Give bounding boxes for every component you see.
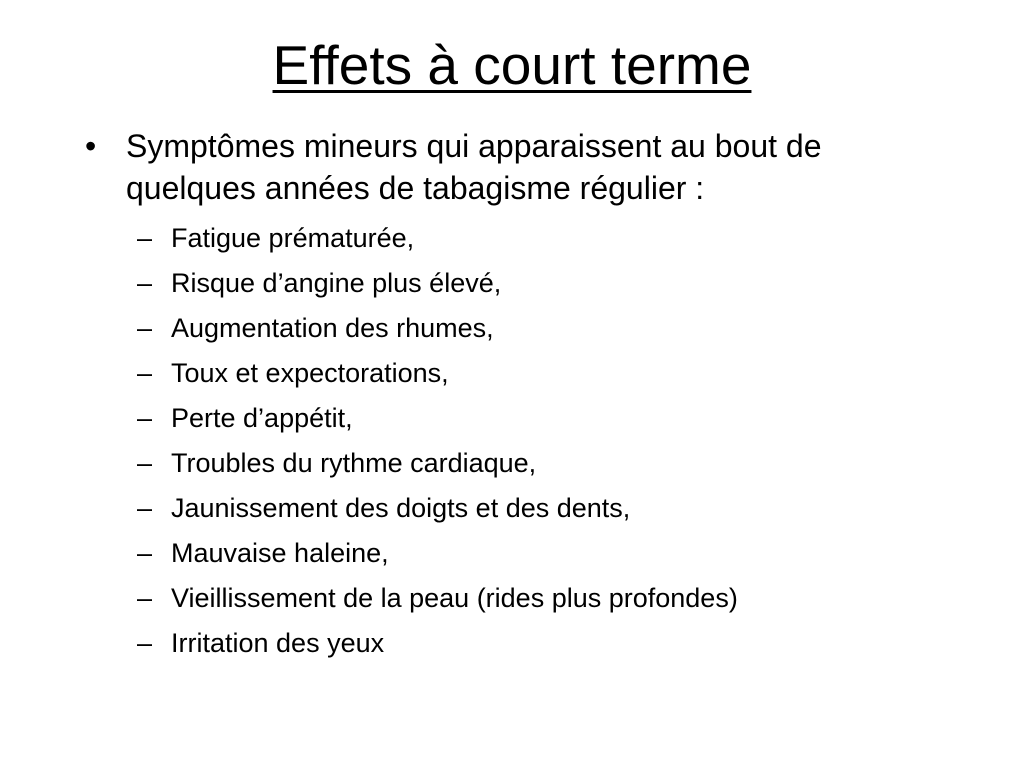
main-bullet-text: Symptômes mineurs qui apparaissent au bout de quelques années de tabagisme régulier : xyxy=(126,128,822,206)
sub-bullet-item xyxy=(85,486,885,531)
sub-bullet-text: Risque d’angine plus élevé, xyxy=(171,268,502,298)
sub-bullet-text: Perte d’appétit, xyxy=(171,403,353,433)
sub-bullet-list xyxy=(85,216,885,666)
sub-bullet-text: Troubles du rythme cardiaque, xyxy=(171,448,537,478)
dash-marker: – xyxy=(137,493,153,523)
bullet-marker: • xyxy=(85,128,97,164)
dash-marker: – xyxy=(137,403,153,433)
slide-body xyxy=(85,125,885,666)
sub-bullet-item xyxy=(85,216,885,261)
sub-bullet-text: Vieillissement de la peau (rides plus profondes) xyxy=(171,583,738,613)
dash-marker: – xyxy=(137,628,153,658)
sub-bullet-text: Mauvaise haleine, xyxy=(171,538,389,568)
sub-bullet-item xyxy=(85,306,885,351)
slide-title-text: Effets à court terme xyxy=(272,34,752,96)
sub-bullet-item xyxy=(85,576,885,621)
sub-bullet-item xyxy=(85,396,885,441)
sub-bullet-text: Fatigue prématurée, xyxy=(171,223,415,253)
dash-marker: – xyxy=(137,313,153,343)
sub-bullet-item xyxy=(85,351,885,396)
sub-bullet-item xyxy=(85,621,885,666)
sub-bullet-item xyxy=(85,531,885,576)
dash-marker: – xyxy=(137,583,153,613)
dash-marker: – xyxy=(137,268,153,298)
sub-bullet-item xyxy=(85,441,885,486)
dash-marker: – xyxy=(137,223,153,253)
main-bullet xyxy=(85,125,885,209)
dash-marker: – xyxy=(137,358,153,388)
sub-bullet-text: Augmentation des rhumes, xyxy=(171,313,494,343)
dash-marker: – xyxy=(137,448,153,478)
dash-marker: – xyxy=(137,538,153,568)
sub-bullet-text: Jaunissement des doigts et des dents, xyxy=(171,493,631,523)
sub-bullet-text: Irritation des yeux xyxy=(171,628,385,658)
sub-bullet-text: Toux et expectorations, xyxy=(171,358,449,388)
slide-title xyxy=(0,30,1024,100)
sub-bullet-item xyxy=(85,261,885,306)
